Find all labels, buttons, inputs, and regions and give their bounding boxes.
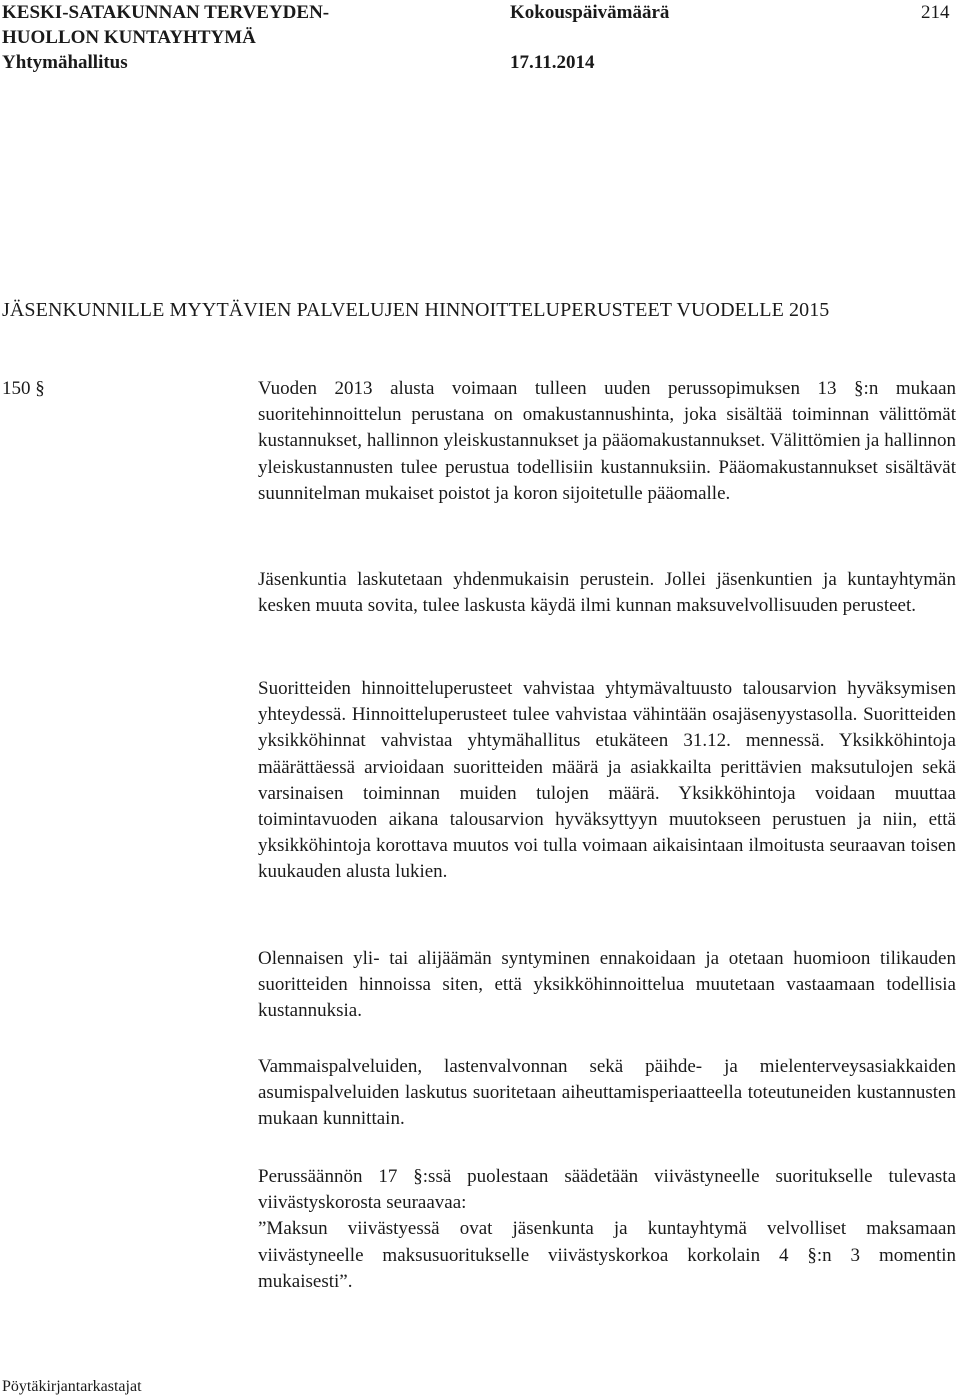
paragraph-6 [258, 1164, 956, 1295]
paragraph-3 [258, 676, 956, 886]
page-number: 214 [921, 2, 950, 23]
paragraph-text: Jäsenkuntia laskutetaan yhdenmukaisin perustein. Jollei jäsenkuntien ja kuntayhtymän kesken muuta sovita, tulee laskusta käydä ilmi kunnan maksuvelvollisuuden perusteet. [258, 569, 956, 617]
paragraph-text: Suoritteiden hinnoitteluperusteet vahvistaa yhtymävaltuusto talousarvion hyväksymisen yhteydessä. Hinnoitteluperusteet tulee vahvistaa vähintään osajäsenyystasolla. Suoritteiden yksikköhinnat vahvistaa yhtymähallitus etukäteen 31.12. mennessä. Yksikköhintoja määrättäessä arvioidaan suoritteiden määrä ja asiakkailta perittävien maksutulojen sekä varsinaisen toiminnan muiden tulojen määrä. Yksikköhintoja voidaan muuttaa toimintavuoden aikana talousarvion hyväksyttyyn muutokseen perustuen ja niin, että yksikköhintoja korottava muutos voi tulla voimaan aikaisintaan ilmoitusta seuraavan toisen kuukauden alusta lukien. [258, 678, 956, 883]
org-name-line-1: KESKI-SATAKUNNAN TERVEYDEN- [2, 2, 330, 23]
meeting-date-label: Kokouspäivämäärä [510, 2, 670, 23]
document-title: JÄSENKUNNILLE MYYTÄVIEN PALVELUJEN HINNOITTELUPERUSTEET VUODELLE 2015 [2, 299, 830, 321]
footer-label: Pöytäkirjantarkastajat [2, 1378, 142, 1395]
paragraph-2 [258, 567, 956, 619]
org-body-name: Yhtymähallitus [2, 52, 128, 73]
quoted-rule: ”Maksun viivästyessä ovat jäsenkunta ja kuntayhtymä velvolliset maksamaan viivästyneelle maksusuoritukselle viivästyskorkoa korkolain 4 §:n 3 momentin mukaisesti”. [258, 1218, 956, 1292]
paragraph-5 [258, 1054, 956, 1133]
organization-name [2, 0, 329, 75]
meeting-date: 17.11.2014 [510, 52, 595, 73]
paragraph-4 [258, 946, 956, 1025]
paragraph-intro: Perussäännön 17 §:ssä puolestaan säädetään viivästyneelle suoritukselle tulevasta viivästyskorosta seuraavaa: [258, 1166, 956, 1214]
paragraph-1 [258, 376, 956, 507]
section-number: 150 § [2, 378, 45, 399]
paragraph-text: Vuoden 2013 alusta voimaan tulleen uuden perussopimuksen 13 §:n mukaan suoritehinnoittelun perustana on omakustannushinta, joka sisältää toiminnan välittömät kustannukset, hallinnon yleiskustannukset ja pääomakustannukset. Välittömien ja hallinnon yleiskustannusten tulee perustua todellisiin kustannuksiin. Pääomakustannukset sisältävät suunnitelman mukaiset poistot ja koron sijoitetulle pääomalle. [258, 378, 956, 504]
paragraph-text: Olennaisen yli- tai alijäämän syntyminen ennakoidaan ja otetaan huomioon tilikauden suoritteiden hinnoissa siten, että yksikköhinnoittelua muutetaan vastaamaan todellisia kustannuksia. [258, 948, 956, 1022]
org-name-line-2: HUOLLON KUNTAYHTYMÄ [2, 27, 256, 48]
paragraph-text: Vammaispalveluiden, lastenvalvonnan sekä päihde- ja mielenterveysasiakkaiden asumispalveluiden laskutus suoritetaan aiheuttamisperiaatteella toteutuneiden kustannusten mukaan kunnittain. [258, 1056, 956, 1130]
